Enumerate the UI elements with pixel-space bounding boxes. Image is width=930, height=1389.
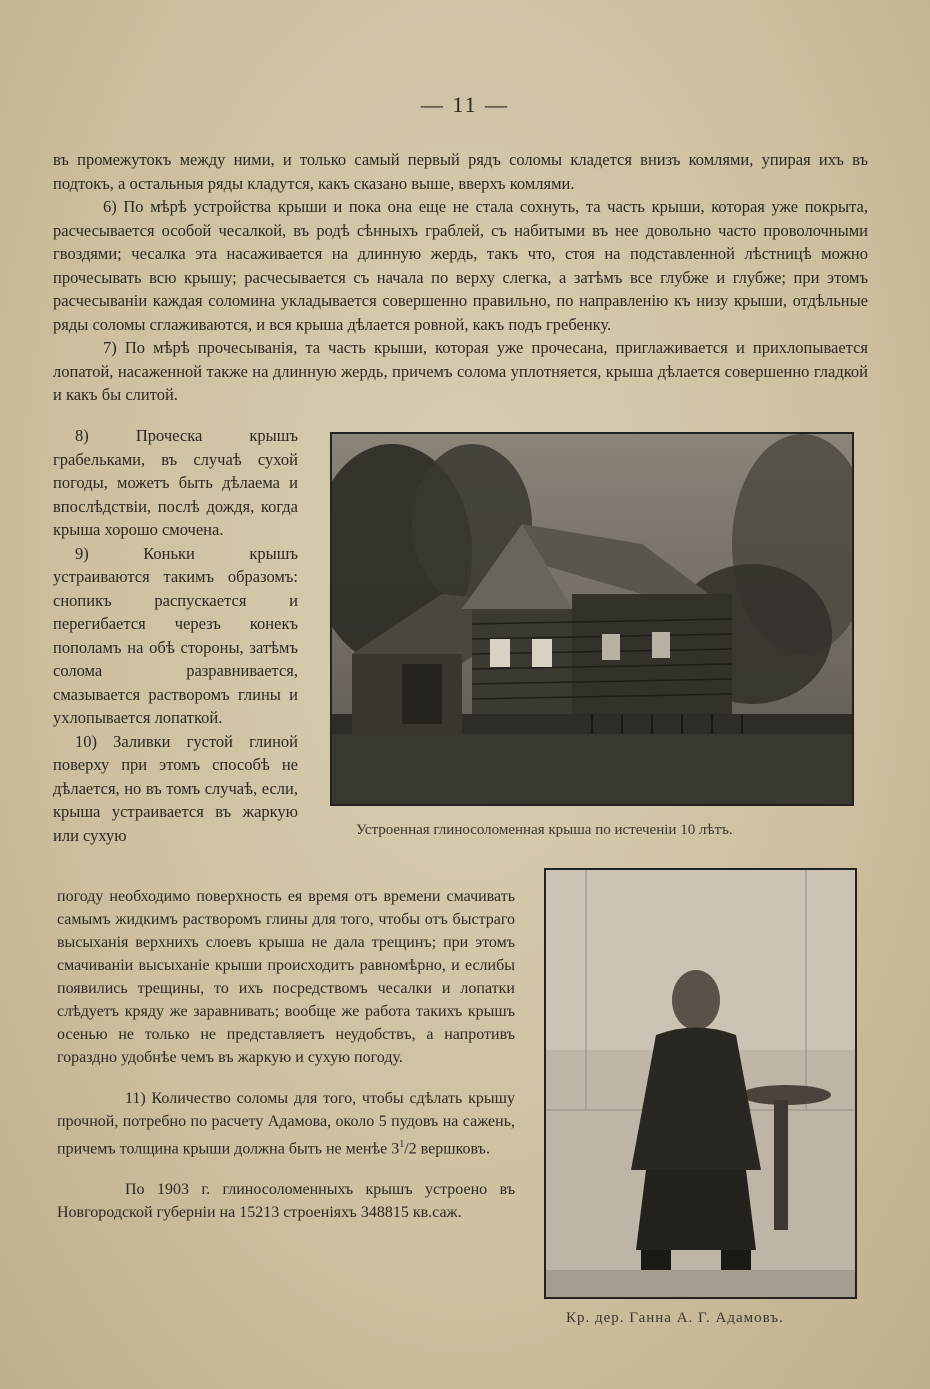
portrait-caption: Кр. дер. Ганна А. Г. Адамовъ. — [566, 1310, 784, 1326]
paragraph-11 — [57, 1087, 515, 1160]
portrait-photo — [544, 868, 857, 1299]
top-text-block — [53, 148, 868, 407]
paragraph-11-text: 11) Количество соломы для того, чтобы сдѣлать крышу прочной, потребно по расчету Адамова, около 5 пудовъ на сажень, причемъ толщина крыши должна быть не менѣе 3 — [57, 1090, 515, 1158]
bottom-column-text — [57, 885, 515, 1242]
paragraph-10: 10) Заливки густой глиной поверху при этомъ способѣ не дѣлается, но въ томъ случаѣ, если, крыша устраивается въ жаркую или сухую — [53, 731, 298, 845]
paragraph-10-continuation: погоду необходимо поверхность ея время отъ времени смачивать самымъ жидкимъ растворомъ глины для того, чтобы отъ быстраго высыханія верхнихъ слоевъ крыша не дала трещинъ; при этомъ смачиваніи высыханіе крыши происходитъ равномѣрно, и еслибы появились трещины, то ихъ посредствомъ чесалки и лопатки слѣдуетъ кряду же заравнивать; вообще же работа такихъ крышъ осенью не только не представляетъ неудобствъ, а напротивъ гораздно удобнѣе чемъ въ жаркую и сухую погоду. — [57, 888, 515, 1066]
paragraph-6: 6) По мѣрѣ устройства крыши и пока она еще не стала сохнуть, та часть крыши, которая уже покрыта, расчесывается особой чесалкой, въ родѣ сѣнныхъ граблей, съ набитыми въ нее довольно часто проволочными гвоздями; чесалка эта насаживается на длинную жердь, такъ что, стоя на подставленной лѣстницѣ можно прочесывать всю крышу; расчесывается съ начала по верху слегка, а затѣмъ все глубже и глубже; при этомъ расчесываніи каждая соломина укладывается совершенно правильно, по направленію къ низу крыши, отдѣльные ряды соломы сглаживаются, и вся крыша дѣлается ровной, какъ подъ гребенку. — [53, 197, 868, 334]
left-column-text — [53, 424, 298, 847]
portrait-photo-illustration — [546, 870, 855, 1297]
page-number: — 11 — — [420, 92, 510, 117]
paragraph-8: 8) Проческа крышъ грабельками, въ случаѣ сухой погоды, можетъ быть дѣлаема и впослѣдствіи, послѣ дождя, когда крыша хорошо смочена. — [53, 426, 298, 539]
house-photo-caption: Устроенная глиносоломенная крыша по истеченіи 10 лѣтъ. — [356, 822, 733, 838]
paragraph-statistics: По 1903 г. глиносоломенныхъ крышъ устроено въ Новгородской губерніи на 15213 строеніяхъ 348815 кв.саж. — [57, 1181, 515, 1222]
paragraph-7: 7) По мѣрѣ прочесыванія, та часть крыши, которая уже прочесана, приглаживается и прихлопывается лопатой, насаженной также на длинную жердь, причемъ солома уплотняется, крыша дѣлается совершенно гладкой и какъ бы слитой. — [53, 338, 868, 404]
fraction-rest: /2 вершковъ. — [404, 1140, 490, 1158]
paragraph-9: 9) Коньки крышъ устраиваются такимъ образомъ: снопикъ распускается и перегибается черезъ конекъ пополамъ на обѣ стороны, затѣмъ солома разравнивается, смазывается растворомъ глины и ухлопывается лопаткой. — [53, 543, 298, 727]
house-photo — [330, 432, 854, 806]
house-photo-illustration — [332, 434, 852, 804]
fraction-superscript: 1 — [399, 1139, 405, 1150]
paragraph-continuation: въ промежутокъ между ними, и только самый первый рядъ соломы кладется внизъ комлями, упирая ихъ въ подтокъ, а остальныя ряды кладутся, какъ сказано выше, вверхъ комлями. — [53, 150, 868, 193]
